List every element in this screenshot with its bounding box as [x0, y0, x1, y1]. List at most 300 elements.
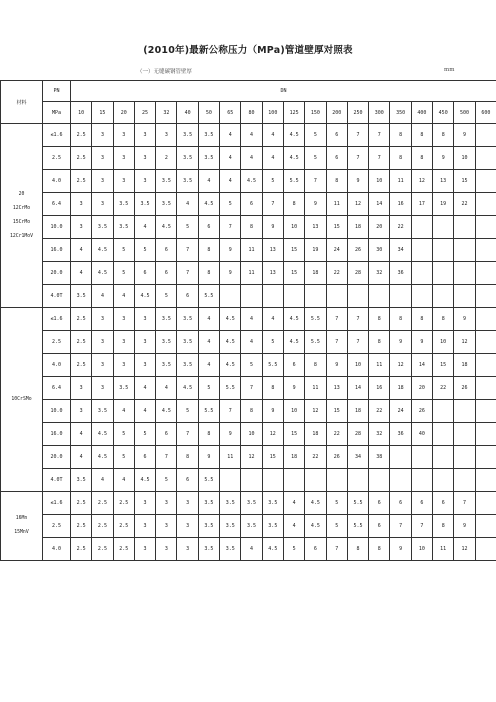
thickness-cell: 5.5: [198, 285, 219, 308]
thickness-cell: 11: [369, 354, 390, 377]
thickness-cell: 3: [71, 216, 92, 239]
thickness-cell: 6: [326, 124, 347, 147]
thickness-cell: 3: [134, 124, 155, 147]
table-row: [1, 285, 496, 308]
thickness-cell: 6: [198, 216, 219, 239]
thickness-cell: [369, 469, 390, 492]
thickness-cell: 4: [283, 492, 304, 515]
thickness-cell: 4: [241, 538, 262, 561]
thickness-cell: [262, 285, 283, 308]
thickness-cell: 8: [326, 170, 347, 193]
thickness-cell: 7: [369, 124, 390, 147]
thickness-cell: 24: [390, 400, 411, 423]
thickness-cell: 4.5: [305, 492, 326, 515]
thickness-cell: [475, 331, 496, 354]
thickness-cell: [305, 285, 326, 308]
thickness-cell: 3: [71, 400, 92, 423]
thickness-cell: 2.5: [71, 515, 92, 538]
thickness-cell: 5.5: [305, 331, 326, 354]
thickness-cell: 4: [283, 515, 304, 538]
pn-cell: 4.0: [43, 354, 71, 377]
thickness-cell: 3.5: [113, 193, 134, 216]
thickness-cell: 13: [433, 170, 454, 193]
thickness-cell: 6: [411, 492, 432, 515]
thickness-cell: 36: [390, 423, 411, 446]
pn-cell: 10.0: [43, 400, 71, 423]
table-row: [1, 446, 496, 469]
thickness-cell: 6: [369, 492, 390, 515]
thickness-cell: 4: [220, 124, 241, 147]
thickness-cell: [454, 469, 475, 492]
thickness-cell: 22: [369, 400, 390, 423]
thickness-cell: 5: [220, 193, 241, 216]
thickness-cell: 2.5: [92, 492, 113, 515]
thickness-cell: 3.5: [262, 492, 283, 515]
thickness-cell: 9: [305, 193, 326, 216]
thickness-cell: 8: [198, 423, 219, 446]
thickness-cell: 3.5: [198, 538, 219, 561]
table-row: [1, 331, 496, 354]
thickness-cell: 4.5: [92, 423, 113, 446]
table-row: [1, 239, 496, 262]
thickness-cell: 6: [134, 262, 155, 285]
pn-cell: 4.0: [43, 538, 71, 561]
thickness-cell: 9: [262, 400, 283, 423]
thickness-cell: 9: [220, 262, 241, 285]
thickness-cell: [220, 285, 241, 308]
thickness-cell: 15: [326, 216, 347, 239]
thickness-cell: 4: [262, 308, 283, 331]
dn-header-cell: 600: [475, 102, 496, 124]
thickness-cell: [475, 193, 496, 216]
dn-header-cell: 150: [305, 102, 326, 124]
thickness-cell: 5: [134, 423, 155, 446]
thickness-cell: 3: [92, 170, 113, 193]
thickness-cell: 7: [347, 308, 368, 331]
thickness-cell: 7: [305, 170, 326, 193]
table-row: [1, 308, 496, 331]
thickness-cell: 4: [71, 446, 92, 469]
thickness-cell: 2.5: [71, 538, 92, 561]
thickness-cell: 5: [198, 377, 219, 400]
thickness-cell: 32: [369, 262, 390, 285]
thickness-cell: [411, 285, 432, 308]
thickness-cell: [454, 400, 475, 423]
thickness-cell: 4.5: [220, 308, 241, 331]
dn-header-cell: 400: [411, 102, 432, 124]
table-row: [1, 469, 496, 492]
thickness-cell: 3: [113, 354, 134, 377]
pn-cell: 16.0: [43, 423, 71, 446]
thickness-cell: [454, 423, 475, 446]
thickness-cell: [411, 262, 432, 285]
thickness-cell: [411, 216, 432, 239]
thickness-cell: 3: [177, 538, 198, 561]
thickness-cell: 8: [390, 308, 411, 331]
table-row: [1, 262, 496, 285]
thickness-cell: 3: [92, 354, 113, 377]
thickness-cell: [241, 285, 262, 308]
thickness-cell: 6: [305, 538, 326, 561]
thickness-cell: 8: [177, 446, 198, 469]
dn-header-cell: 200: [326, 102, 347, 124]
thickness-cell: 3.5: [156, 354, 177, 377]
table-row: [1, 377, 496, 400]
thickness-cell: 4: [134, 400, 155, 423]
thickness-cell: 4.5: [283, 331, 304, 354]
thickness-cell: [475, 446, 496, 469]
thickness-cell: 4: [92, 285, 113, 308]
thickness-cell: 4.5: [156, 216, 177, 239]
pn-cell: 4.0T: [43, 469, 71, 492]
thickness-cell: 24: [326, 239, 347, 262]
thickness-cell: 10: [454, 147, 475, 170]
thickness-cell: 3.5: [113, 377, 134, 400]
thickness-cell: [475, 354, 496, 377]
thickness-cell: 8: [305, 354, 326, 377]
dn-header-cell: 100: [262, 102, 283, 124]
thickness-cell: 5: [177, 400, 198, 423]
thickness-cell: 4: [71, 423, 92, 446]
thickness-cell: 7: [369, 147, 390, 170]
thickness-cell: [411, 469, 432, 492]
thickness-cell: 8: [198, 262, 219, 285]
thickness-cell: 4: [262, 124, 283, 147]
thickness-cell: 10: [283, 216, 304, 239]
thickness-cell: 22: [390, 216, 411, 239]
material-name: 12Cr1MoV: [9, 233, 34, 239]
thickness-cell: [454, 216, 475, 239]
thickness-cell: 5.5: [198, 469, 219, 492]
thickness-cell: 15: [283, 239, 304, 262]
thickness-cell: [411, 239, 432, 262]
pn-cell: 2.5: [43, 331, 71, 354]
thickness-cell: 8: [411, 308, 432, 331]
thickness-cell: 3.5: [92, 400, 113, 423]
thickness-cell: 36: [390, 262, 411, 285]
thickness-cell: 8: [369, 331, 390, 354]
thickness-cell: 4.5: [262, 538, 283, 561]
thickness-cell: 15: [283, 423, 304, 446]
table-row: [1, 423, 496, 446]
thickness-cell: 12: [411, 170, 432, 193]
thickness-cell: 11: [305, 377, 326, 400]
thickness-cell: 4.5: [241, 170, 262, 193]
thickness-cell: 12: [241, 446, 262, 469]
thickness-cell: 5: [326, 492, 347, 515]
thickness-cell: 3: [177, 515, 198, 538]
material-name: 15MnV: [14, 530, 29, 535]
thickness-cell: 3.5: [220, 515, 241, 538]
thickness-cell: [433, 423, 454, 446]
thickness-cell: 10: [241, 423, 262, 446]
thickness-cell: 6: [283, 354, 304, 377]
thickness-cell: 10: [411, 538, 432, 561]
thickness-cell: [475, 308, 496, 331]
thickness-cell: [475, 377, 496, 400]
pn-cell: 6.4: [43, 193, 71, 216]
dn-header-cell: 65: [220, 102, 241, 124]
thickness-cell: 3.5: [198, 147, 219, 170]
thickness-cell: 9: [283, 377, 304, 400]
thickness-cell: 3.5: [71, 469, 92, 492]
thickness-cell: 7: [390, 515, 411, 538]
thickness-cell: 4.5: [134, 285, 155, 308]
thickness-cell: 4.5: [92, 239, 113, 262]
thickness-cell: [283, 469, 304, 492]
thickness-cell: 4: [198, 331, 219, 354]
thickness-cell: 2.5: [71, 331, 92, 354]
thickness-cell: 4: [71, 262, 92, 285]
thickness-cell: 28: [347, 423, 368, 446]
thickness-cell: 19: [433, 193, 454, 216]
thickness-cell: 38: [369, 446, 390, 469]
thickness-cell: 22: [305, 446, 326, 469]
thickness-cell: 3: [156, 124, 177, 147]
thickness-cell: 8: [411, 147, 432, 170]
thickness-cell: [475, 147, 496, 170]
thickness-cell: 8: [369, 308, 390, 331]
thickness-cell: 3: [134, 354, 155, 377]
thickness-cell: 4: [198, 354, 219, 377]
material-header: 材料: [1, 81, 43, 124]
thickness-cell: 5.5: [220, 377, 241, 400]
thickness-cell: 30: [369, 239, 390, 262]
table-row: [1, 216, 496, 239]
thickness-cell: 9: [454, 308, 475, 331]
thickness-cell: 16: [390, 193, 411, 216]
thickness-cell: 5: [113, 262, 134, 285]
thickness-cell: 4.5: [177, 377, 198, 400]
dn-header-cell: 15: [92, 102, 113, 124]
thickness-cell: 4: [198, 308, 219, 331]
thickness-cell: 18: [305, 423, 326, 446]
thickness-cell: [433, 239, 454, 262]
thickness-cell: 22: [433, 377, 454, 400]
thickness-cell: 4: [220, 147, 241, 170]
thickness-cell: 11: [241, 239, 262, 262]
dn-header-cell: 250: [347, 102, 368, 124]
dn-header-cell: 25: [134, 102, 155, 124]
thickness-cell: 4: [113, 469, 134, 492]
thickness-cell: 4: [177, 193, 198, 216]
thickness-cell: [262, 469, 283, 492]
thickness-cell: [433, 285, 454, 308]
thickness-cell: 4.5: [92, 262, 113, 285]
thickness-cell: 3.5: [71, 285, 92, 308]
thickness-cell: [454, 285, 475, 308]
table-header-row: [1, 81, 496, 102]
thickness-cell: 2.5: [71, 124, 92, 147]
thickness-cell: 3.5: [177, 147, 198, 170]
thickness-cell: 22: [326, 423, 347, 446]
thickness-cell: 7: [220, 400, 241, 423]
thickness-cell: 8: [241, 400, 262, 423]
thickness-cell: 18: [347, 400, 368, 423]
thickness-cell: 15: [283, 262, 304, 285]
thickness-cell: 4: [71, 239, 92, 262]
thickness-cell: 7: [220, 216, 241, 239]
thickness-cell: 3: [113, 124, 134, 147]
dn-header-cell: 10: [71, 102, 92, 124]
thickness-cell: 10: [347, 354, 368, 377]
thickness-cell: 5.5: [198, 400, 219, 423]
thickness-cell: 18: [305, 262, 326, 285]
table-row: [1, 492, 496, 515]
dn-header-cell: 125: [283, 102, 304, 124]
thickness-cell: 6: [326, 147, 347, 170]
thickness-cell: 8: [283, 193, 304, 216]
thickness-cell: [326, 285, 347, 308]
thickness-cell: 11: [390, 170, 411, 193]
thickness-cell: 3.5: [134, 193, 155, 216]
thickness-cell: 3: [113, 331, 134, 354]
thickness-cell: [475, 492, 496, 515]
thickness-cell: 5.5: [347, 492, 368, 515]
thickness-cell: 3: [92, 193, 113, 216]
thickness-cell: 3: [177, 492, 198, 515]
thickness-cell: 12: [305, 400, 326, 423]
thickness-cell: [433, 400, 454, 423]
thickness-cell: [411, 446, 432, 469]
thickness-cell: 3: [156, 538, 177, 561]
thickness-cell: [326, 469, 347, 492]
thickness-cell: 8: [390, 124, 411, 147]
thickness-cell: 7: [326, 331, 347, 354]
thickness-cell: 3.5: [220, 538, 241, 561]
dn-header-cell: 50: [198, 102, 219, 124]
thickness-cell: 9: [198, 446, 219, 469]
thickness-cell: 3: [134, 308, 155, 331]
thickness-cell: 3.5: [177, 124, 198, 147]
thickness-cell: 8: [347, 538, 368, 561]
thickness-cell: 4.5: [220, 354, 241, 377]
thickness-cell: 18: [390, 377, 411, 400]
dn-header-cell: 350: [390, 102, 411, 124]
thickness-cell: [369, 285, 390, 308]
table-row: [1, 515, 496, 538]
thickness-cell: 3: [71, 193, 92, 216]
thickness-cell: 14: [411, 354, 432, 377]
thickness-cell: 7: [411, 515, 432, 538]
dn-header-cell: 80: [241, 102, 262, 124]
thickness-cell: 12: [347, 193, 368, 216]
thickness-cell: 4: [220, 170, 241, 193]
thickness-cell: 3: [113, 147, 134, 170]
thickness-cell: 3.5: [198, 492, 219, 515]
thickness-cell: 4: [134, 377, 155, 400]
thickness-cell: [347, 285, 368, 308]
thickness-cell: 4.5: [283, 147, 304, 170]
dn-header-cell: 500: [454, 102, 475, 124]
table-row: [1, 124, 496, 147]
thickness-cell: 3.5: [241, 515, 262, 538]
thickness-cell: 2.5: [71, 492, 92, 515]
dn-header-cell: 300: [369, 102, 390, 124]
thickness-cell: 18: [347, 216, 368, 239]
thickness-cell: 10: [369, 170, 390, 193]
thickness-cell: 4: [241, 124, 262, 147]
thickness-cell: 3: [156, 492, 177, 515]
table-row: [1, 400, 496, 423]
thickness-cell: 3.5: [113, 216, 134, 239]
thickness-cell: [433, 469, 454, 492]
thickness-cell: 7: [326, 538, 347, 561]
thickness-cell: 40: [411, 423, 432, 446]
pn-cell: ≤1.6: [43, 492, 71, 515]
material-name: 15CrMo: [12, 219, 31, 225]
dn-header: DN: [71, 81, 496, 102]
thickness-cell: 4.5: [283, 124, 304, 147]
thickness-cell: 11: [220, 446, 241, 469]
thickness-cell: 7: [262, 193, 283, 216]
thickness-cell: 3.5: [198, 515, 219, 538]
thickness-cell: 2.5: [113, 492, 134, 515]
thickness-cell: 6: [390, 492, 411, 515]
thickness-cell: 6: [177, 469, 198, 492]
thickness-cell: 4.5: [134, 469, 155, 492]
thickness-cell: 5: [305, 124, 326, 147]
pn-cell: 2.5: [43, 515, 71, 538]
thickness-cell: [475, 262, 496, 285]
thickness-cell: 18: [454, 354, 475, 377]
thickness-cell: 5.5: [305, 308, 326, 331]
thickness-cell: 4: [241, 331, 262, 354]
thickness-cell: 4.5: [92, 446, 113, 469]
thickness-cell: 3: [71, 377, 92, 400]
dn-header-cell: 40: [177, 102, 198, 124]
thickness-cell: 3: [92, 331, 113, 354]
thickness-cell: 4: [113, 400, 134, 423]
thickness-cell: 22: [454, 193, 475, 216]
thickness-cell: [433, 262, 454, 285]
thickness-cell: 15: [454, 170, 475, 193]
thickness-cell: 32: [369, 423, 390, 446]
thickness-cell: 5: [305, 147, 326, 170]
thickness-cell: 5: [113, 423, 134, 446]
thickness-cell: 4.5: [305, 515, 326, 538]
thickness-cell: 8: [433, 124, 454, 147]
thickness-cell: 3: [134, 147, 155, 170]
thickness-cell: 9: [454, 124, 475, 147]
thickness-cell: 28: [347, 262, 368, 285]
thickness-cell: 7: [326, 308, 347, 331]
thickness-cell: 7: [177, 423, 198, 446]
thickness-cell: 4: [241, 308, 262, 331]
thickness-cell: 3.5: [262, 515, 283, 538]
thickness-cell: 6: [177, 285, 198, 308]
thickness-cell: 7: [347, 124, 368, 147]
thickness-cell: 7: [177, 239, 198, 262]
thickness-cell: 9: [347, 170, 368, 193]
thickness-cell: 9: [454, 515, 475, 538]
thickness-cell: 5: [326, 515, 347, 538]
thickness-cell: 26: [454, 377, 475, 400]
thickness-cell: 3: [92, 377, 113, 400]
thickness-cell: 3.5: [156, 193, 177, 216]
thickness-cell: [433, 216, 454, 239]
thickness-cell: [475, 515, 496, 538]
thickness-cell: 2.5: [113, 515, 134, 538]
thickness-cell: 34: [347, 446, 368, 469]
thickness-cell: 11: [433, 538, 454, 561]
thickness-cell: 5: [113, 239, 134, 262]
thickness-cell: 3.5: [156, 308, 177, 331]
thickness-cell: 3.5: [241, 492, 262, 515]
thickness-cell: [220, 469, 241, 492]
thickness-cell: [347, 469, 368, 492]
thickness-cell: 5.5: [347, 515, 368, 538]
